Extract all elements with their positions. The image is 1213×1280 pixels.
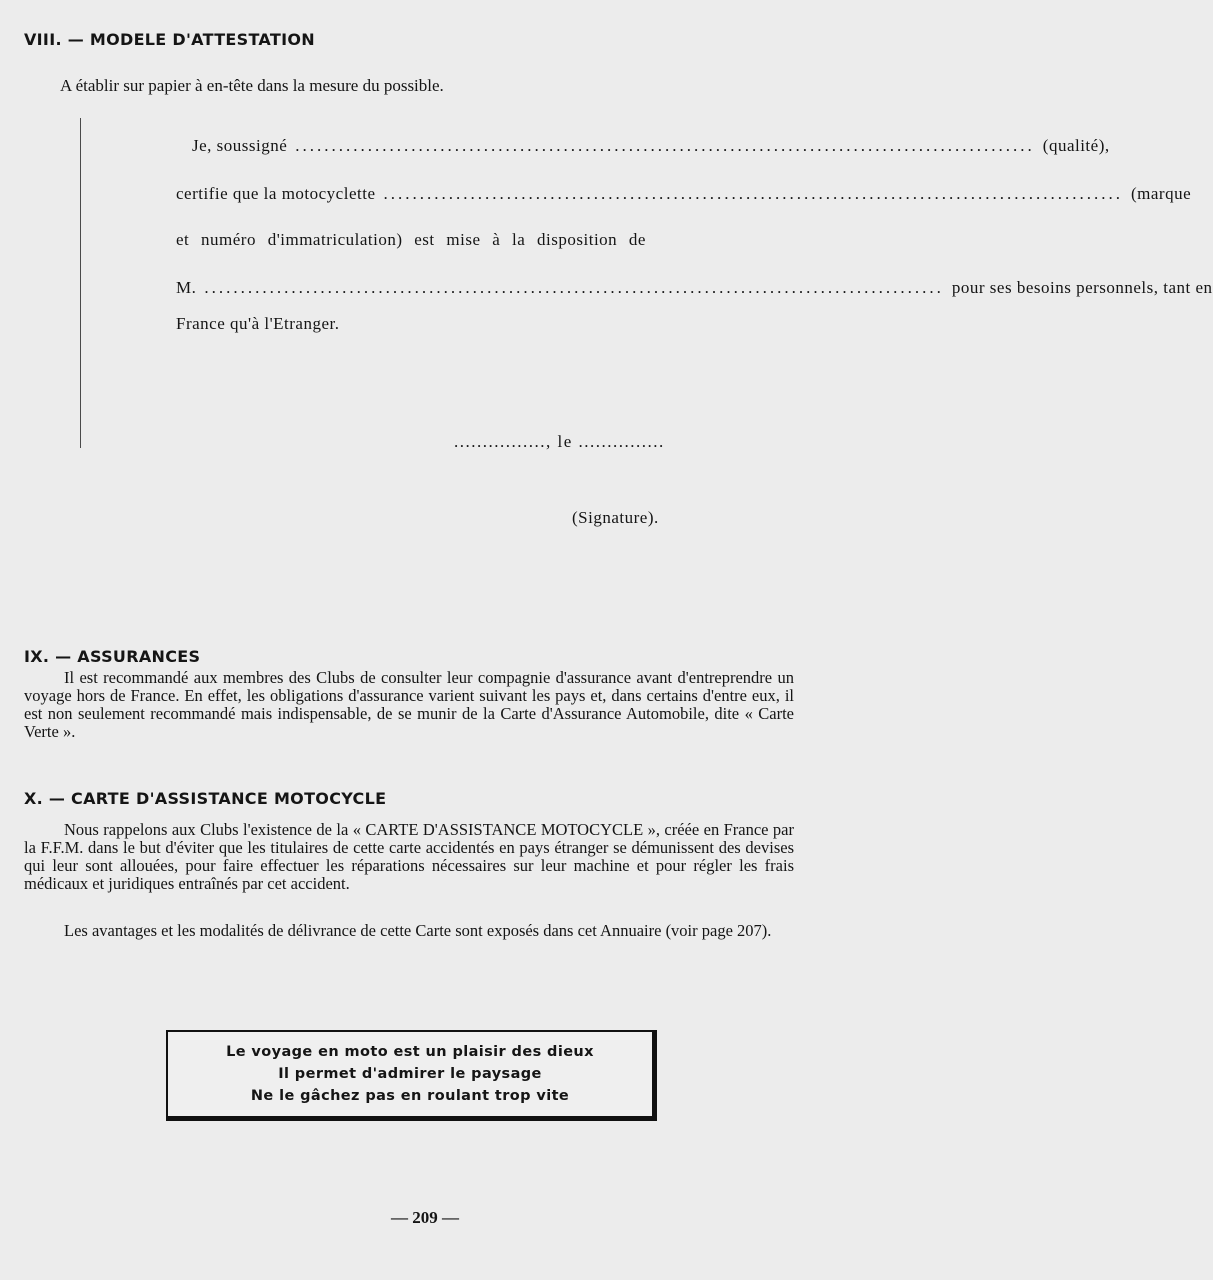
section-heading-10: X. — CARTE D'ASSISTANCE MOTOCYCLE (24, 789, 387, 808)
fill-dots: ...................................................................................................... (204, 278, 944, 297)
section-heading-8: VIII. — MODELE D'ATTESTATION (24, 30, 315, 49)
page-number: — 209 — (391, 1208, 459, 1227)
assistance-paragraph-1 (24, 821, 794, 893)
assistance-text-2: Les avantages et les modalités de délivrance de cette Carte sont exposés dans cet Annuaire (voir page 207). (64, 921, 772, 940)
motto-line-2: Il permet d'admirer le paysage (278, 1066, 542, 1082)
attestation-line-4-end: pour ses besoins personnels, tant en (951, 278, 1213, 297)
attestation-line-3: et numéro d'immatriculation) est mise à la disposition de (176, 230, 646, 249)
fill-dots: ...................................................................................................... (295, 136, 1035, 155)
attestation-line-4 (176, 278, 1213, 298)
motto-box (166, 1030, 657, 1121)
attestation-line-1-start: Je, soussigné (192, 136, 288, 155)
attestation-line-1-end: (qualité), (1042, 136, 1110, 155)
place-date-line: ................, le ............... (454, 432, 665, 451)
signature-label: (Signature). (572, 508, 659, 527)
attestation-line-4-start: M. (176, 278, 197, 297)
motto-line-1: Le voyage en moto est un plaisir des dieux (226, 1044, 594, 1060)
motto-line-3: Ne le gâchez pas en roulant trop vite (250, 1088, 570, 1104)
section-heading-9: IX. — ASSURANCES (24, 647, 201, 666)
attestation-line-2-start: certifie que la motocyclette (176, 184, 376, 203)
attestation-line-5: France qu'à l'Etranger. (176, 314, 340, 333)
fill-dots: ...................................................................................................... (383, 184, 1123, 203)
attestation-line-2 (176, 184, 1192, 204)
assistance-text-1: Nous rappelons aux Clubs l'existence de la « CARTE D'ASSISTANCE MOTOCYCLE », créée en France par la F.F.M. dans le but d'éviter que les titulaires de cette carte accidentés en pays étranger se démunissent des devises qui leur sont allouées, pour faire effectuer les réparations nécessaires sur leur machine et pour régler les frais médicaux et juridiques entraînés par cet accident. (24, 820, 794, 893)
assurances-paragraph (24, 669, 794, 741)
margin-rule (80, 118, 81, 448)
assistance-paragraph-2 (24, 922, 794, 940)
attestation-intro: A établir sur papier à en-tête dans la mesure du possible. (60, 76, 444, 95)
assurances-text: Il est recommandé aux membres des Clubs de consulter leur compagnie d'assurance avant d'entreprendre un voyage hors de France. En effet, les obligations d'assurance varient suivant les pays et, dans certains d'entre eux, il est non seulement recommandé mais indispensable, de se munir de la Carte d'Assurance Automobile, dite « Carte Verte ». (24, 668, 794, 741)
attestation-line-2-end: (marque (1131, 184, 1192, 203)
attestation-line-1 (192, 136, 1110, 156)
